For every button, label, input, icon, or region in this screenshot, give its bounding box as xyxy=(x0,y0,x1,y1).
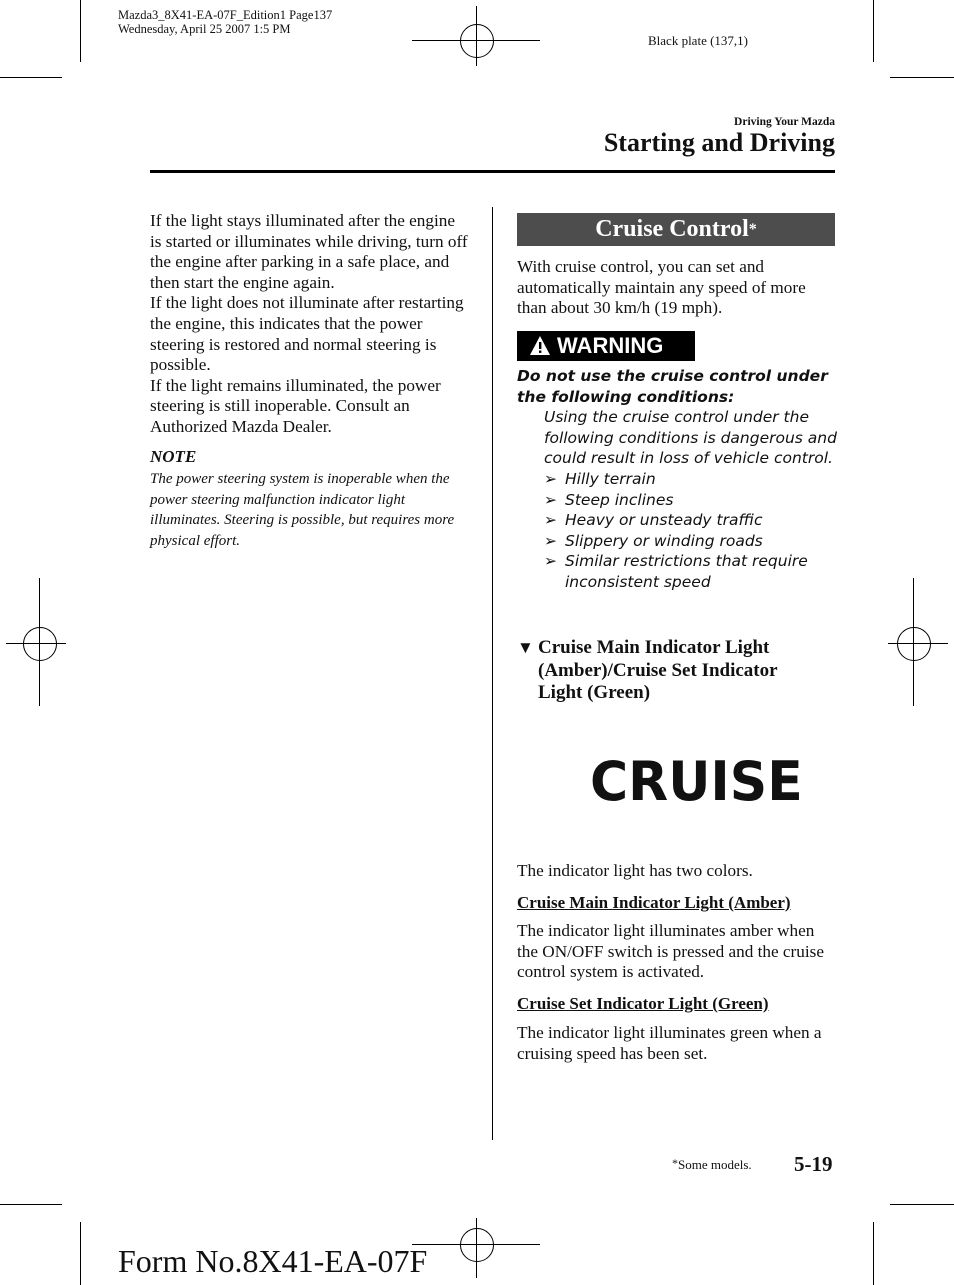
arrow-bullet-icon: ➢ xyxy=(544,511,557,530)
amber-text: The indicator light illuminates amber when the ON/OFF switch is pressed and the cruise control system is activated. xyxy=(517,921,824,982)
arrow-bullet-icon: ➢ xyxy=(544,490,557,509)
arrow-bullet-icon: ➢ xyxy=(544,469,557,488)
column-divider xyxy=(492,207,493,1140)
subheading-text: Cruise Main Indicator Light (Amber)/Cruise Set Indicator Light (Green) xyxy=(538,637,778,703)
title-star: * xyxy=(748,221,757,238)
paragraph: If the light remains illuminated, the power steering is still inoperable. Consult an Authorized Mazda Dealer. xyxy=(150,375,441,436)
plate-label: Black plate (137,1) xyxy=(648,33,748,48)
footnote xyxy=(672,1156,752,1174)
two-colors-text: The indicator light has two colors. xyxy=(517,861,753,880)
slug-file-line: Mazda3_8X41-EA-07F_Edition1 Page137 xyxy=(118,8,333,22)
list-item: ➢ Hilly terrain xyxy=(544,469,656,488)
section-title: Starting and Driving xyxy=(603,128,835,157)
footnote-star: * xyxy=(672,1156,678,1170)
warning-label: WARNING xyxy=(557,333,664,358)
header-rule xyxy=(150,170,835,173)
amber-heading: Cruise Main Indicator Light (Amber) xyxy=(517,893,791,912)
section-subtitle: Driving Your Mazda xyxy=(734,116,835,128)
title-text: Cruise Control xyxy=(595,216,749,242)
paragraph: If the light does not illuminate after restarting the engine, this indicates that the power steering is restored and normal steering is possible. xyxy=(150,293,464,375)
warning-block xyxy=(517,366,837,593)
left-column xyxy=(150,211,470,551)
warning-heading: Do not use the cruise control under the following conditions: xyxy=(517,367,828,406)
arrow-bullet-icon: ➢ xyxy=(544,552,557,571)
list-item: ➢ Steep inclines xyxy=(544,490,674,509)
warning-triangle-icon xyxy=(529,335,551,357)
paragraph: If the light stays illuminated after the engine is started or illuminates while driving, turn off the engine after parking in a safe place, and then start the engine again. xyxy=(150,211,468,292)
list-item: ➢ Similar restrictions that require inconsistent speed xyxy=(544,552,808,591)
page-number: 5-19 xyxy=(794,1152,833,1176)
cruise-control-title xyxy=(517,213,835,246)
indicator-subheading xyxy=(517,637,817,705)
triangle-down-icon: ▼ xyxy=(517,638,534,657)
arrow-bullet-icon: ➢ xyxy=(544,531,557,550)
print-slug xyxy=(118,8,332,36)
warning-body-wrap xyxy=(517,407,837,592)
cruise-indicator-symbol: CRUISE xyxy=(590,750,803,814)
note-text: The power steering system is inoperable when the power steering malfunction indicator light illuminates. Steering is possible, but requires more physical effort. xyxy=(150,471,455,549)
note-title: NOTE xyxy=(150,446,197,466)
green-text: The indicator light illuminates green when a cruising speed has been set. xyxy=(517,1023,822,1063)
warning-body: Using the cruise control under the following conditions is dangerous and could result in loss of vehicle control. xyxy=(544,408,837,468)
slug-date-line: Wednesday, April 25 2007 1:5 PM xyxy=(118,22,291,36)
footnote-text: Some models. xyxy=(678,1157,752,1172)
list-item: ➢ Heavy or unsteady traffic xyxy=(544,511,763,530)
green-heading: Cruise Set Indicator Light (Green) xyxy=(517,994,769,1013)
warning-badge xyxy=(517,331,695,361)
list-item: ➢ Slippery or winding roads xyxy=(544,531,763,550)
intro-text: With cruise control, you can set and automatically maintain any speed of more than about 30 km/h (19 mph). xyxy=(517,257,806,318)
form-number: Form No.8X41-EA-07F xyxy=(118,1243,428,1279)
